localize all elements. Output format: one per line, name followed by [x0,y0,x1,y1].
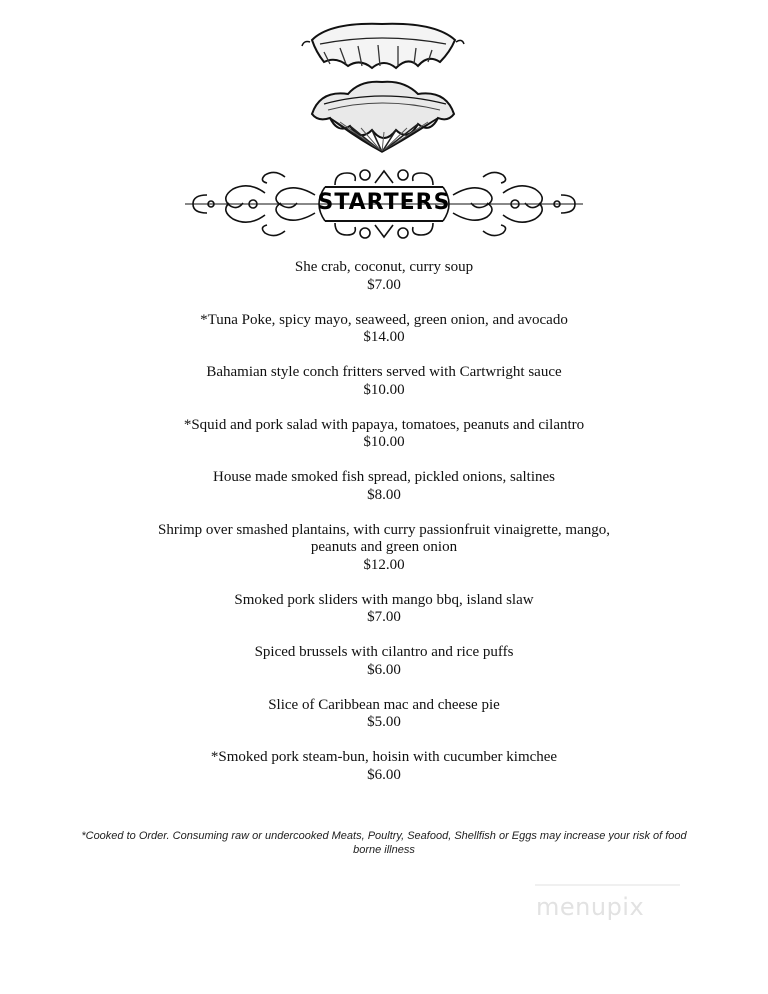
menu-item [20,697,748,732]
clam-shell-illustration [300,18,465,160]
menu-item-price: $6.00 [367,766,401,783]
menu-item-price: $6.00 [367,661,401,678]
menu-list [20,259,748,802]
menu-item-price: $7.00 [367,276,401,293]
menu-item-description: peanuts and green onion [310,539,458,555]
menu-item-description: *Tuna Poke, spicy mayo, seaweed, green onion, and avocado [200,311,568,328]
food-safety-disclaimer [60,829,708,857]
menu-item [20,259,748,294]
menupix-watermark: menupix [536,893,645,921]
disclaimer-line: borne illness [353,844,415,856]
menu-item-description: Bahamian style conch fritters served with Cartwright sauce [206,364,562,380]
menu-item-price: $5.00 [367,714,401,730]
disclaimer-line: *Cooked to Order. Consuming raw or undercooked Meats, Poultry, Seafood, Shellfish or Eggs may increase your risk of food [81,830,687,842]
menu-item-price: $12.00 [363,556,405,573]
menu-item-price: $8.00 [367,486,401,503]
menu-item [20,749,748,784]
menu-item [20,592,748,627]
watermark-rule [535,884,680,886]
menu-item-description: She crab, coconut, curry soup [294,259,474,275]
menu-item [20,312,748,347]
menu-item-description: Spiced brussels with cilantro and rice puffs [254,644,514,660]
menu-item [20,417,748,452]
menu-item-price: $7.00 [367,609,401,625]
menu-item [20,522,748,575]
menu-item [20,644,748,679]
menu-item-price: $14.00 [363,329,405,345]
menu-item [20,364,748,399]
menu-item-description: Smoked pork sliders with mango bbq, island slaw [234,591,534,608]
section-title: STARTERS [317,190,451,215]
menu-item-description: Slice of Caribbean mac and cheese pie [268,696,500,713]
menu-item-description: *Squid and pork salad with papaya, tomatoes, peanuts and cilantro [183,416,585,433]
menu-item-price: $10.00 [363,434,405,450]
menu-item-price: $10.00 [363,381,405,398]
menu-item-description: House made smoked fish spread, pickled onions, saltines [212,469,556,485]
menu-item [20,469,748,504]
menu-item-description: *Smoked pork steam-bun, hoisin with cucumber kimchee [210,749,558,765]
menu-item-description: Shrimp over smashed plantains, with curry passionfruit vinaigrette, mango, [158,521,610,538]
